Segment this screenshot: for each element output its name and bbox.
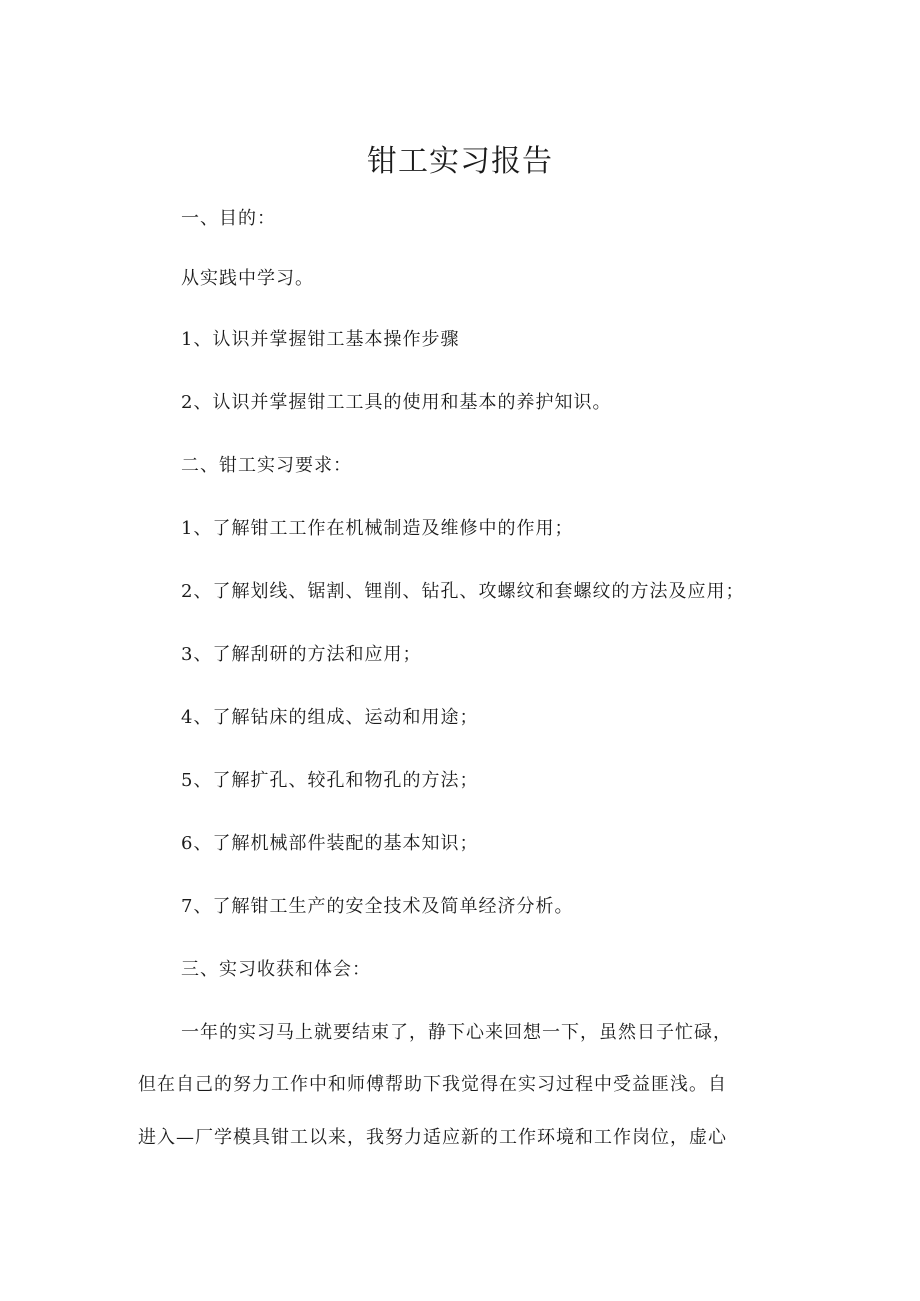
list-item: 6、了解机械部件装配的基本知识； <box>181 833 479 854</box>
section-heading-gains: 三、实习收获和体会： <box>181 959 371 980</box>
list-item: 1、了解钳工工作在机械制造及维修中的作用； <box>181 518 574 539</box>
section-heading-purpose: 一、目的： <box>181 208 276 229</box>
section-heading-requirements: 二、钳工实习要求： <box>181 455 352 476</box>
document-title: 钳工实习报告 <box>367 144 553 179</box>
list-item: 3、了解刮研的方法和应用； <box>181 644 422 665</box>
list-item: 7、了解钳工生产的安全技术及简单经济分析。 <box>181 896 574 917</box>
paragraph-line: 但在自己的努力工作中和师傅帮助下我觉得在实习过程中受益匪浅。自 <box>138 1074 727 1095</box>
list-item: 1、认识并掌握钳工基本操作步骤 <box>181 329 460 350</box>
paragraph-line: 进入—厂学模具钳工以来，我努力适应新的工作环境和工作岗位，虚心 <box>138 1127 727 1148</box>
list-item: 2、认识并掌握钳工工具的使用和基本的养护知识。 <box>181 392 612 413</box>
list-item: 4、了解钻床的组成、运动和用途； <box>181 707 479 728</box>
list-item: 5、了解扩孔、较孔和物孔的方法； <box>181 770 479 791</box>
paragraph-line: 一年的实习马上就要结束了，静下心来回想一下，虽然日子忙碌， <box>181 1022 732 1043</box>
text-line: 从实践中学习。 <box>181 268 314 289</box>
list-item: 2、了解划线、锯割、锂削、钻孔、攻螺纹和套螺纹的方法及应用； <box>181 581 745 602</box>
